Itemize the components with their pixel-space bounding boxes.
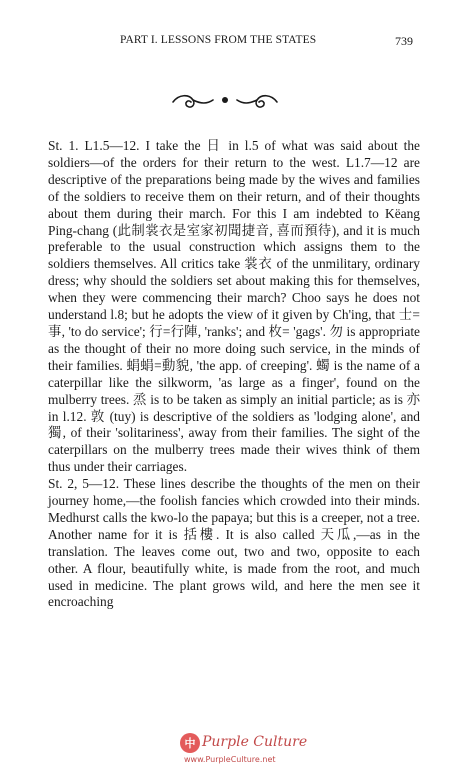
running-head: PART I. LESSONS FROM THE STATES <box>120 34 317 46</box>
page-header <box>0 34 450 54</box>
watermark-url: www.PurpleCulture.net <box>184 755 276 764</box>
page-number: 739 <box>395 34 413 48</box>
commentary-text <box>48 138 420 611</box>
seal-icon <box>180 733 200 753</box>
decorative-fleuron-icon <box>165 88 285 114</box>
paragraph-stanza-1: St. 1. L1.5—12. I take the 日 in l.5 of what was said about the soldiers—of the orders for their return to the west. L1.7—12 are descriptive of the preparations being made by the wives and families of the soldiers to receive them on their return, and of their thoughts about them during their march. For this I am indebted to Këang Ping-chang (此制裳衣是室家初聞捷音, 喜而預待), and it is much preferable to the usual construction which assigns them to the soldiers themselves. All critics take 裳衣 of the unmilitary, ordinary dress; why should the soldiers set about making this for themselves, when they were commencing their march? Choo says he does not understand l.8; but he adopts the view of it given by Ch'ing, that 士=事, 'to do service'; 行=行陣, 'ranks'; and 枚= 'gags'. 勿 is appropriate as the thought of their no more doing such service, in the minds of their families. 蜎蜎=動貌, 'the app. of creeping'. 蠋 is the name of a caterpillar like the silkworm, 'as large as a finger', found on the mulberry trees. 烝 is to be taken as simply an initial particle; as is 亦 in l.12. 敦 (tuy) is descriptive of the soldiers as 'lodging alone', and 獨, of their 'solitariness', away from their families. The sight of the caterpillars on the mulberry trees made their wives think of them thus under their carriages. <box>48 138 420 475</box>
seal-glyph: 中 <box>184 736 196 750</box>
paragraph-stanza-2: St. 2, 5—12. These lines describe the thoughts of the men on their journey home,—the foolish fancies which crowded into their minds. Medhurst calls the kwo-lo the papaya; but this is a creeper, not a tree. Another name for it is 括樓. It is also called 天瓜,—as in the translation. The leaves come out, two and two, opposite to each other. A flour, beautifully white, is made from the root, and much used in medicine. The plant grows wild, and here the men see it encroaching <box>48 476 420 610</box>
watermark-logo <box>180 733 308 773</box>
watermark-name: Purple Culture <box>202 734 308 750</box>
